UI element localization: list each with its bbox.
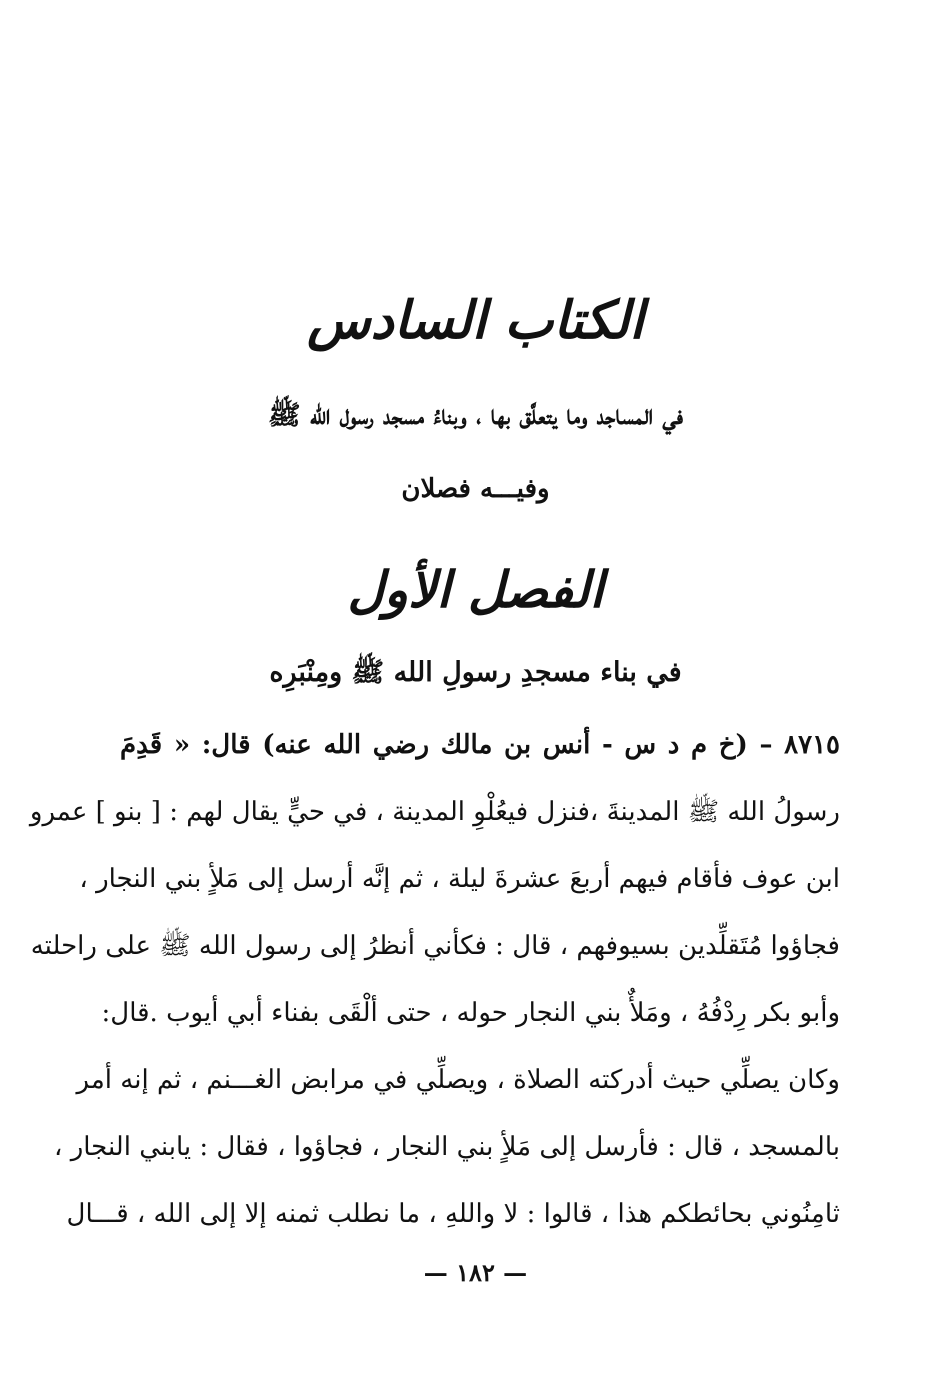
text-line: وأبو بكر رِدْفُهُ ، ومَلأٌ بني النجار حوله ، حتى ألْقَى بفناء أبي أيوب .قال: bbox=[101, 998, 840, 1028]
text-line: ثامِنُوني بحائطكم هذا ، قالوا : لا واللهِ ، ما نطلب ثمنه إلا إلى الله ، قـــال bbox=[66, 1199, 840, 1229]
text-line: ٨٧١٥ – (خ م د س - أنس بن مالك رضي الله عنه) قال: « قَدِمَ bbox=[120, 730, 840, 760]
text-line: بالمسجد ، قال : فأرسل إلى مَلأٍ بني النجار ، فجاؤوا ، فقال : يابني النجار ، bbox=[54, 1132, 840, 1162]
book-subtitle: في المساجد وما يتعلَّق بها ، وبناءُ مسجد رسول الله ﷺ bbox=[268, 400, 683, 431]
chapter-subtitle: في بناء مسجدِ رسولِ الله ﷺ ومِنْبَرِه bbox=[269, 657, 682, 688]
hadith-text bbox=[29, 712, 840, 1248]
page-number: — ١٨٢ — bbox=[423, 1258, 528, 1287]
text-line: وكان يصلِّي حيث أدركته الصلاة ، ويصلِّي في مرابض الغـــنم ، ثم إنه أمر bbox=[76, 1065, 840, 1095]
text-line: ابن عوف فأقام فيهم أربعَ عشرةَ ليلة ، ثم إنَّه أرسل إلى مَلأٍ بني النجار ، bbox=[79, 864, 840, 894]
book-title: الكتاب السادس bbox=[307, 291, 644, 351]
text-line: رسولُ الله ﷺ المدينةَ ،فنزل فيعُلْوِ المدينة ، في حيٍّ يقال لهم : [ بنو ] عمرو bbox=[29, 797, 840, 827]
chapter-title: الفصل الأول bbox=[347, 561, 604, 619]
sections-count: وفيـــه فصلان bbox=[401, 474, 550, 504]
text-line: فجاؤوا مُتَقلِّدين بسيوفهم ، قال : فكأني أنظرُ إلى رسول الله ﷺ على راحلته bbox=[30, 931, 840, 961]
